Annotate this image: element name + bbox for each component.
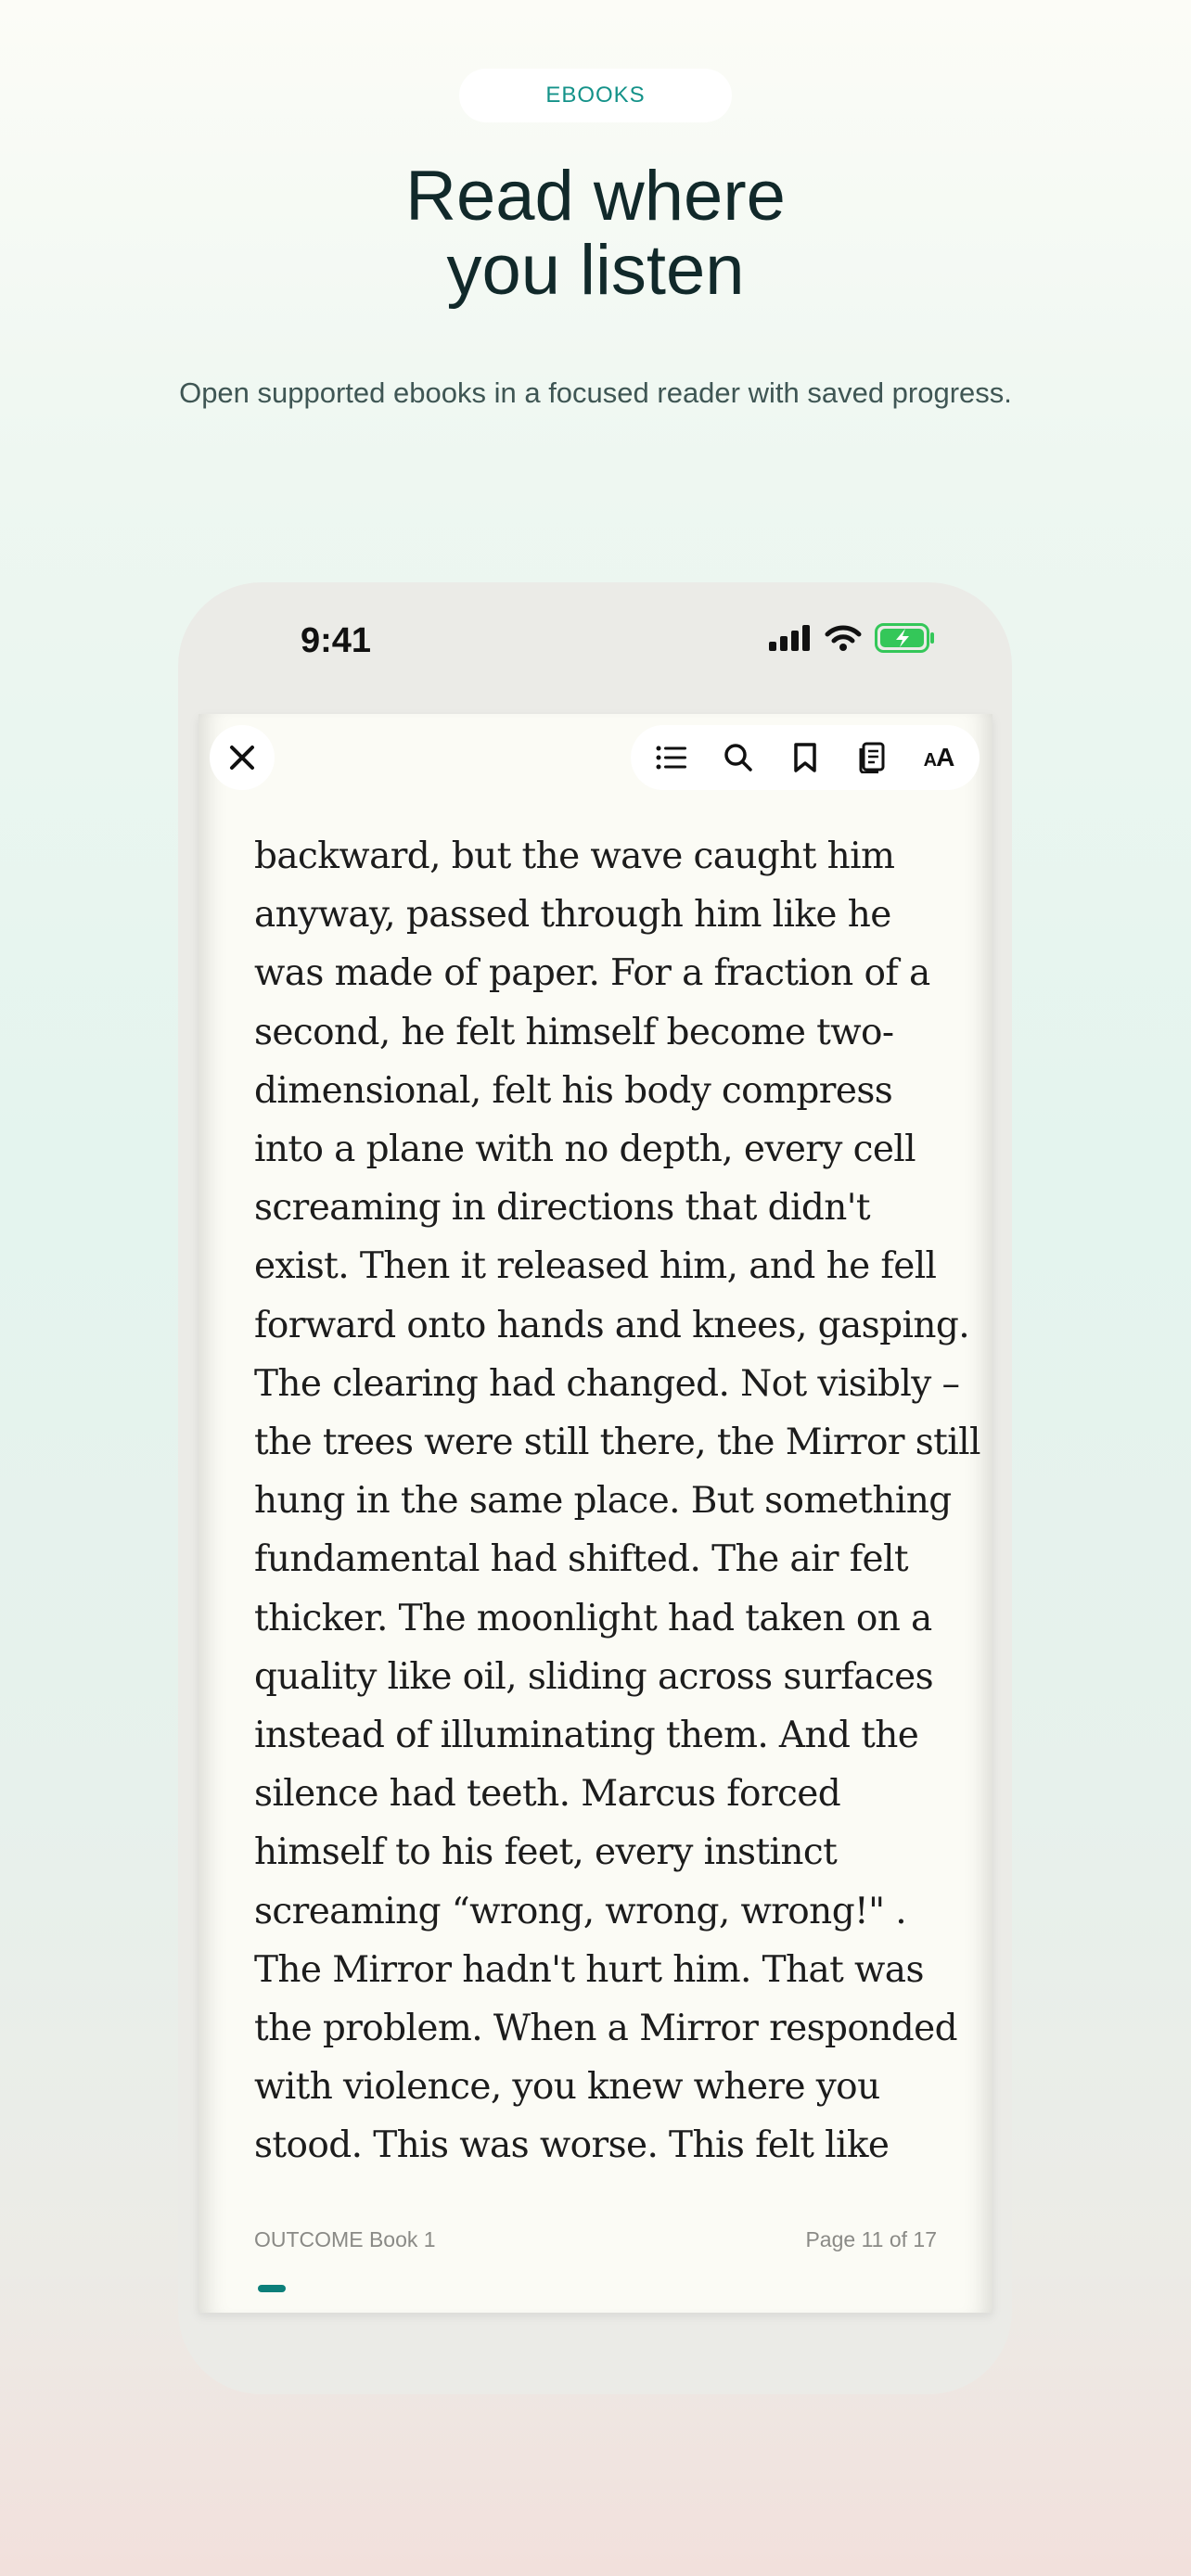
page-title	[0, 159, 1191, 308]
subtitle: Open supported ebooks in a focused reader with saved progress.	[179, 376, 1012, 409]
text-line: The clearing had changed. Not visibly –	[254, 1362, 960, 1405]
text-line: stood. This was worse. This felt like	[254, 2124, 890, 2167]
status-time: 9:41	[301, 621, 372, 660]
text-line: exist. Then it released him, and he fell	[254, 1245, 937, 1288]
reader-toolbar	[631, 725, 980, 790]
text-line: hung in the same place. But something	[254, 1480, 952, 1523]
ebooks-badge: EBOOKS	[459, 69, 732, 122]
bookmark-icon	[793, 742, 817, 773]
text-line: the problem. When a Mirror responded	[254, 2008, 958, 2050]
phone-mockup	[178, 582, 1012, 2394]
text-line: instead of illuminating them. And the	[254, 1715, 919, 1757]
page-indicator: Page 11 of 17	[805, 2227, 937, 2251]
list-icon	[656, 745, 687, 771]
text-line: dimensional, felt his body compress	[254, 1069, 893, 1112]
headline-line-2: you listen	[446, 231, 745, 310]
search-icon	[724, 743, 753, 772]
book-title: OUTCOME Book 1	[254, 2227, 436, 2251]
book-text	[254, 827, 980, 2175]
text-line: screaming “wrong, wrong, wrong!" .	[254, 1890, 907, 1932]
text-line: into a plane with no depth, every cell	[254, 1129, 916, 1171]
notes-icon	[858, 742, 886, 773]
text-size-button[interactable]	[916, 735, 961, 780]
text-line: the trees were still there, the Mirror still	[254, 1422, 980, 1464]
text-line: second, he felt himself become two-	[254, 1011, 894, 1053]
text-line: silence had teeth. Marcus forced	[254, 1773, 841, 1816]
close-button[interactable]	[210, 725, 275, 790]
text-line: forward onto hands and knees, gasping.	[254, 1304, 970, 1346]
text-size-icon: AA	[923, 743, 954, 772]
search-button[interactable]	[716, 735, 761, 780]
status-icons	[769, 623, 936, 653]
text-line: was made of paper. For a fraction of a	[254, 952, 930, 995]
text-line: screaming in directions that didn't	[254, 1187, 870, 1230]
reading-progress-fill	[258, 2285, 286, 2292]
reading-progress-bar[interactable]	[258, 2285, 935, 2292]
text-line: anyway, passed through him like he	[254, 894, 891, 937]
headline-line-1: Read where	[405, 157, 786, 236]
close-icon	[228, 744, 256, 772]
text-line: quality like oil, sliding across surfaces	[254, 1655, 933, 1698]
text-line: The Mirror hadn't hurt him. That was	[254, 1948, 924, 1991]
bookmark-button[interactable]	[783, 735, 827, 780]
reader-screen	[198, 714, 992, 2313]
text-line: himself to his feet, every instinct	[254, 1831, 838, 1874]
contents-button[interactable]	[649, 735, 694, 780]
battery-charging-icon	[875, 623, 936, 653]
text-line: with violence, you knew where you	[254, 2066, 880, 2109]
signal-icon	[769, 625, 812, 651]
text-line: backward, but the wave caught him	[254, 835, 895, 877]
wifi-icon	[825, 624, 862, 652]
notes-button[interactable]	[850, 735, 894, 780]
text-line: thicker. The moonlight had taken on a	[254, 1597, 932, 1639]
text-line: fundamental had shifted. The air felt	[254, 1538, 908, 1581]
